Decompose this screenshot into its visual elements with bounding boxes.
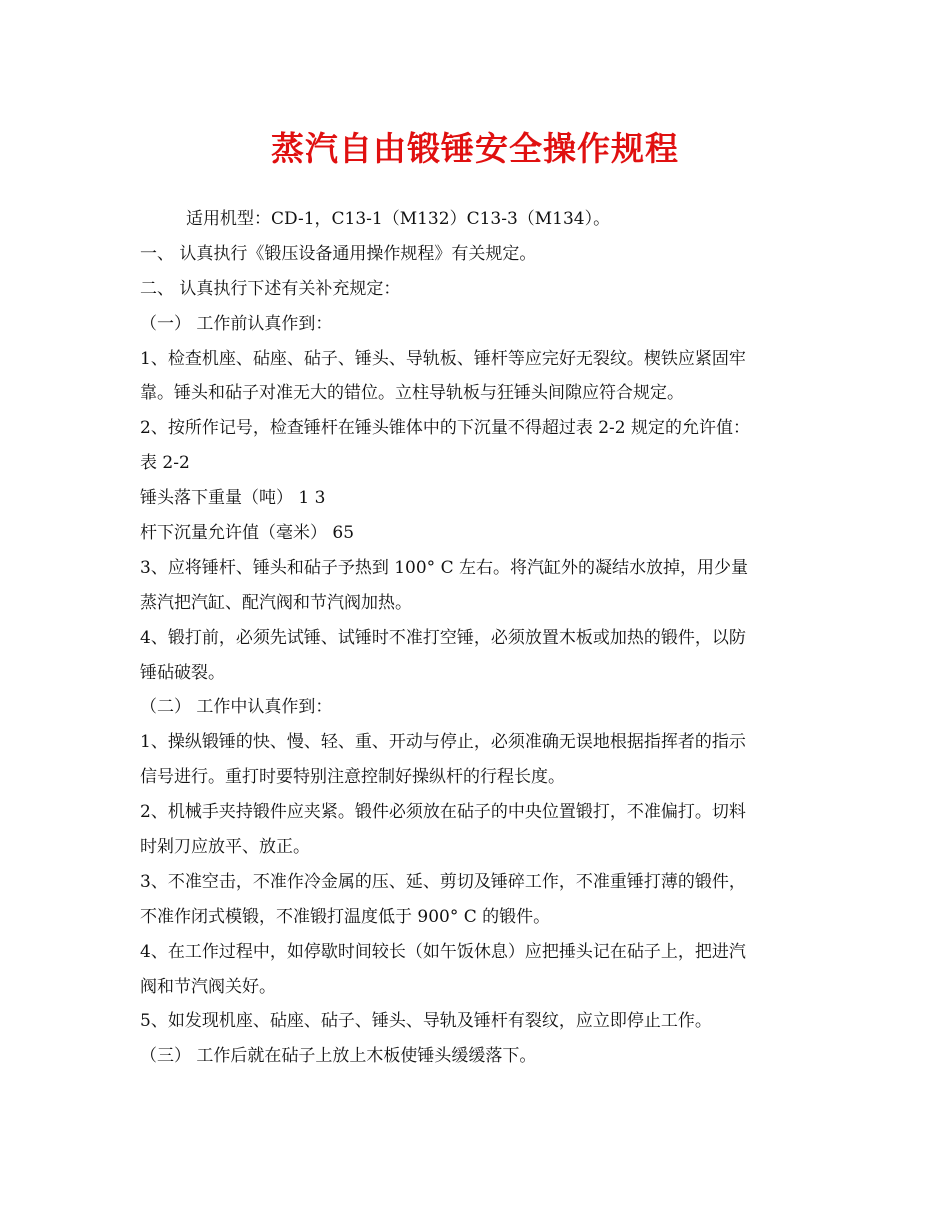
table-caption: 表 2-2 bbox=[140, 453, 190, 474]
paragraph-line: 靠。锤头和砧子对准无大的错位。立柱导轨板与狂锤头间隙应符合规定。 bbox=[140, 383, 684, 404]
paragraph-line: 信号进行。重打时要特别注意控制好操纵杆的行程长度。 bbox=[140, 767, 565, 788]
paragraph-line: 锤砧破裂。 bbox=[140, 662, 225, 683]
paragraph-line: 时剁刀应放平、放正。 bbox=[140, 837, 310, 858]
table-row-sink-allowance: 杆下沉量允许值（毫米） 65 bbox=[140, 523, 355, 544]
paragraph-line: 3、不准空击，不准作冷金属的压、延、剪切及锤碎工作，不准重锤打薄的锻件， bbox=[140, 871, 746, 892]
section-two-line: 二、 认真执行下述有关补充规定： bbox=[140, 278, 401, 299]
applicable-models-line: 适用机型：CD-1，C13-1（M132）C13-3（M134）。 bbox=[186, 209, 611, 229]
subsection-during-work-heading: （二） 工作中认真作到： bbox=[140, 697, 333, 718]
table-row-weight: 锤头落下重量（吨） 1 3 bbox=[140, 488, 326, 509]
paragraph-line: 4、在工作过程中，如停歇时间较长（如午饭休息）应把捶头记在砧子上，把进汽 bbox=[140, 941, 746, 962]
document-body bbox=[140, 202, 812, 1074]
paragraph-line: 4、锻打前，必须先试锤、试锤时不准打空锤，必须放置木板或加热的锻件，以防 bbox=[140, 627, 746, 648]
paragraph-line: 不准作闭式模锻，不准锻打温度低于 900° C 的锻件。 bbox=[140, 906, 551, 927]
section-one-line: 一、 认真执行《锻压设备通用操作规程》有关规定。 bbox=[140, 243, 537, 264]
subsection-before-work-heading: （一） 工作前认真作到： bbox=[140, 313, 333, 334]
paragraph-line: 5、如发现机座、砧座、砧子、锤头、导轨及锤杆有裂纹，应立即停止工作。 bbox=[140, 1011, 712, 1032]
paragraph-line: 1、检查机座、砧座、砧子、锤头、导轨板、锤杆等应完好无裂纹。楔铁应紧固牢 bbox=[140, 348, 746, 369]
paragraph-line: 蒸汽把汽缸、配汽阀和节汽阀加热。 bbox=[140, 592, 412, 613]
paragraph-line: 1、操纵锻锤的快、慢、轻、重、开动与停止，必须准确无误地根据指挥者的指示 bbox=[140, 732, 746, 753]
paragraph-line: 2、机械手夹持锻件应夹紧。锻件必须放在砧子的中央位置锻打，不准偏打。切料 bbox=[140, 802, 746, 823]
paragraph-line: 3、应将锤杆、锤头和砧子予热到 100° C 左右。将汽缸外的凝结水放掉，用少量 bbox=[140, 557, 748, 578]
document-title: 蒸汽自由锻锤安全操作规程 bbox=[271, 129, 679, 168]
subsection-after-work-line: （三） 工作后就在砧子上放上木板使锤头缓缓落下。 bbox=[140, 1046, 537, 1067]
paragraph-line: 阀和节汽阀关好。 bbox=[140, 976, 276, 997]
paragraph-line: 2、按所作记号，检查锤杆在锤头锥体中的下沉量不得超过表 2-2 规定的允许值： bbox=[140, 418, 750, 439]
